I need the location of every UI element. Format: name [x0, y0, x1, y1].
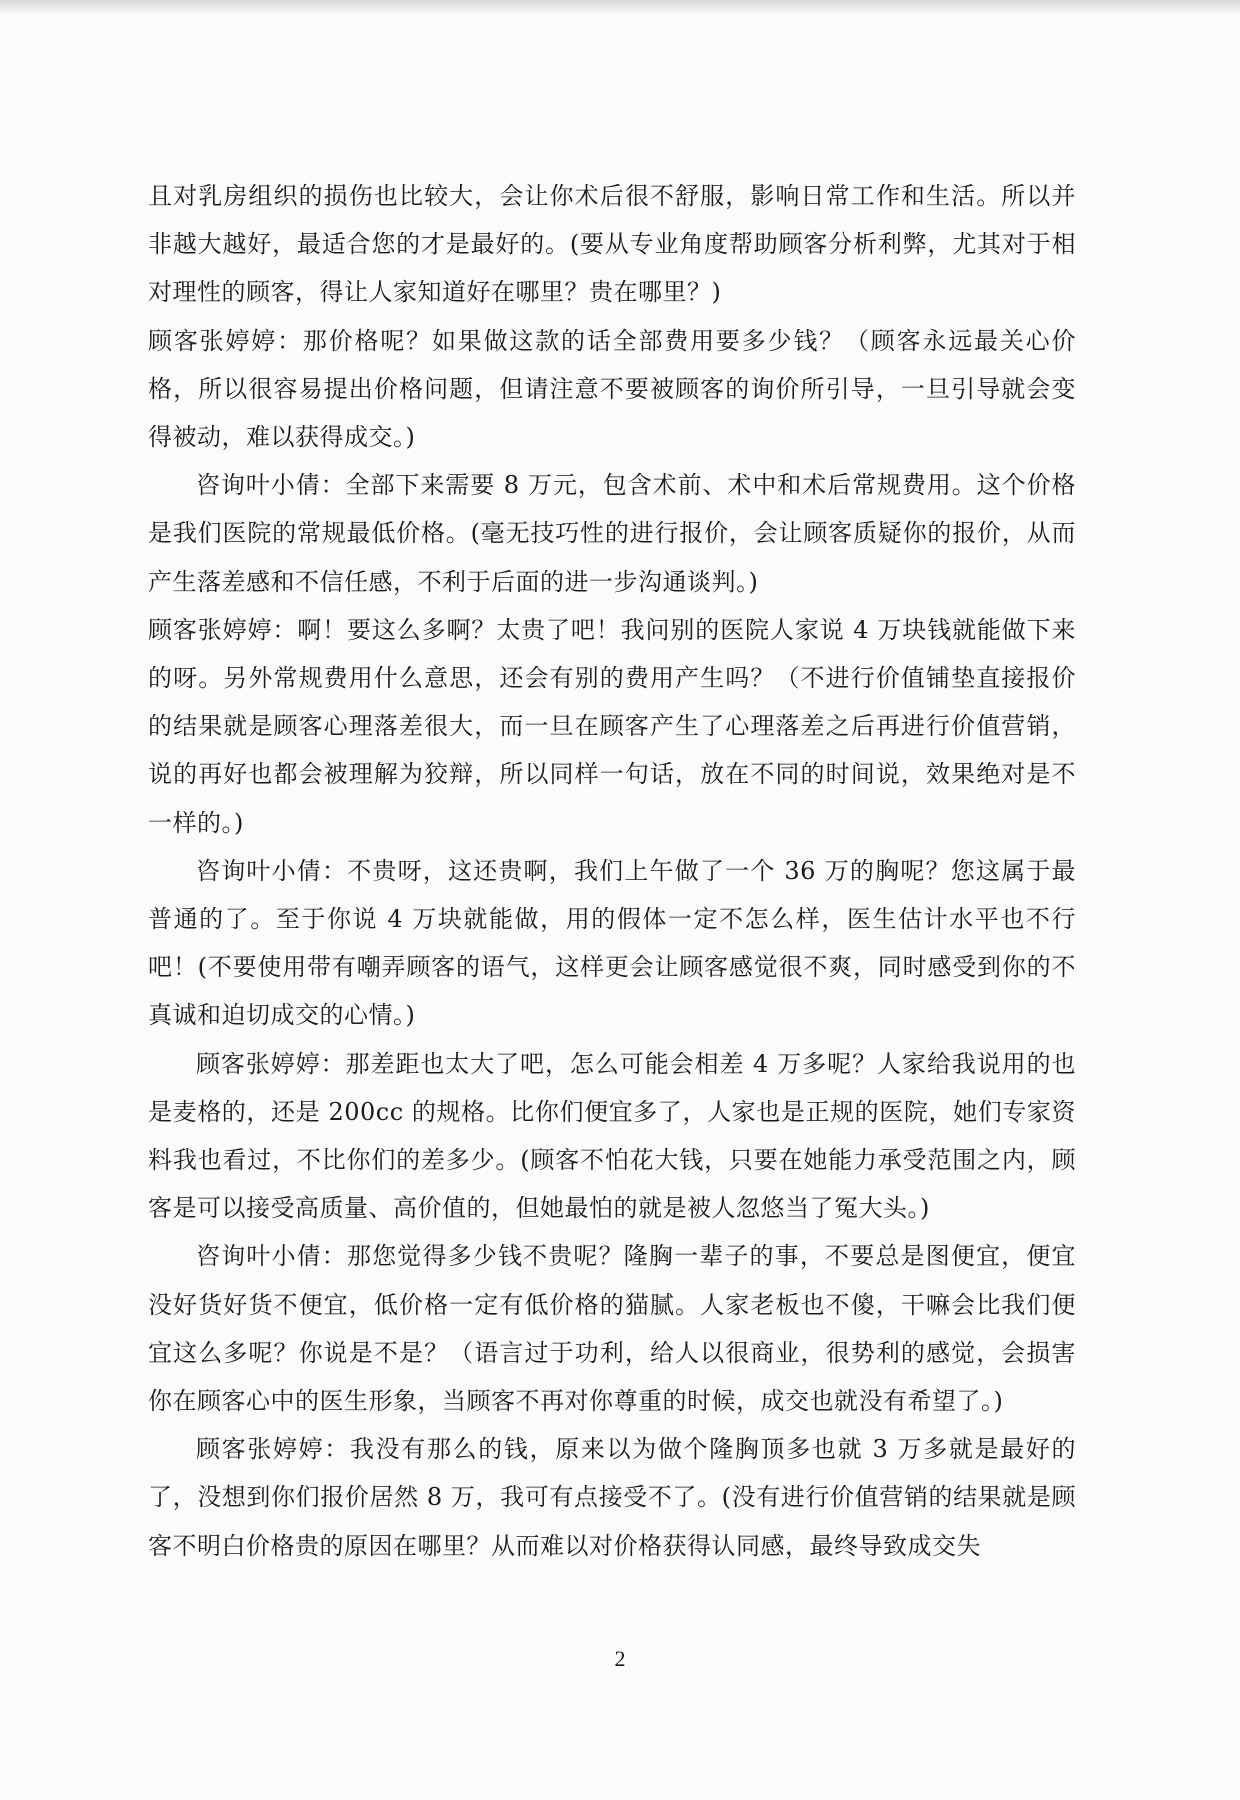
paragraph-2: 顾客张婷婷：那价格呢？如果做这款的话全部费用要多少钱？（顾客永远最关心价格，所以很容易提出价格问题，但请注意不要被顾客的询价所引导，一旦引导就会变得被动，难以获得成交。): [148, 326, 1076, 452]
paragraph-5: 咨询叶小倩：不贵呀，这还贵啊，我们上午做了一个 36 万的胸呢？您这属于最普通的了。至于你说 4 万块就能做，用的假体一定不怎么样，医生估计水平也不行吧！(不要使用带有嘲弄顾客的语气，这样更会让顾客感觉很不爽，同时感受到你的不真诚和迫切成交的心情。): [148, 856, 1076, 1030]
page-number: 2: [614, 1646, 626, 1671]
paragraph-8: 顾客张婷婷：我没有那么的钱，原来以为做个隆胸顶多也就 3 万多就是最好的了，没想到你们报价居然 8 万，我可有点接受不了。(没有进行价值营销的结果就是顾客不明白价格贵的原因在哪里？从而难以对价格获得认同感，最终导致成交失: [148, 1435, 1076, 1560]
body-text: [148, 172, 1076, 1570]
paragraph-4: 顾客张婷婷：啊！要这么多啊？太贵了吧！我问别的医院人家说 4 万块钱就能做下来的呀。另外常规费用什么意思，还会有别的费用产生吗？（不进行价值铺垫直接报价的结果就是顾客心理落差很大，而一旦在顾客产生了心理落差之后再进行价值营销，说的再好也都会被理解为狡辩，所以同样一句话，放在不同的时间说，效果绝对是不一样的。): [148, 615, 1076, 837]
paragraph-6: 顾客张婷婷：那差距也太大了吧，怎么可能会相差 4 万多呢？人家给我说用的也是麦格的，还是 200cc 的规格。比你们便宜多了，人家也是正规的医院，她们专家资料我也看过，不比你们的差多少。(顾客不怕花大钱，只要在她能力承受范围之内，顾客是可以接受高质量、高价值的，但她最怕的就是被人忽悠当了冤大头。): [148, 1049, 1076, 1223]
scan-shadow: [0, 0, 1240, 14]
paragraph-3: 咨询叶小倩：全部下来需要 8 万元，包含术前、术中和术后常规费用。这个价格是我们医院的常规最低价格。(毫无技巧性的进行报价，会让顾客质疑你的报价，从而产生落差感和不信任感，不利于后面的进一步沟通谈判。): [148, 471, 1076, 596]
paragraph-1: 且对乳房组织的损伤也比较大，会让你术后很不舒服，影响日常工作和生活。所以并非越大越好，最适合您的才是最好的。(要从专业角度帮助顾客分析利弊，尤其对于相对理性的顾客，得让人家知道好在哪里？贵在哪里？): [148, 182, 1076, 307]
paragraph-7: 咨询叶小倩：那您觉得多少钱不贵呢？隆胸一辈子的事，不要总是图便宜，便宜没好货好货不便宜，低价格一定有低价格的猫腻。人家老板也不傻，干嘛会比我们便宜这么多呢？你说是不是？（语言过于功利，给人以很商业，很势利的感觉，会损害你在顾客心中的医生形象，当顾客不再对你尊重的时候，成交也就没有希望了。): [148, 1242, 1076, 1416]
